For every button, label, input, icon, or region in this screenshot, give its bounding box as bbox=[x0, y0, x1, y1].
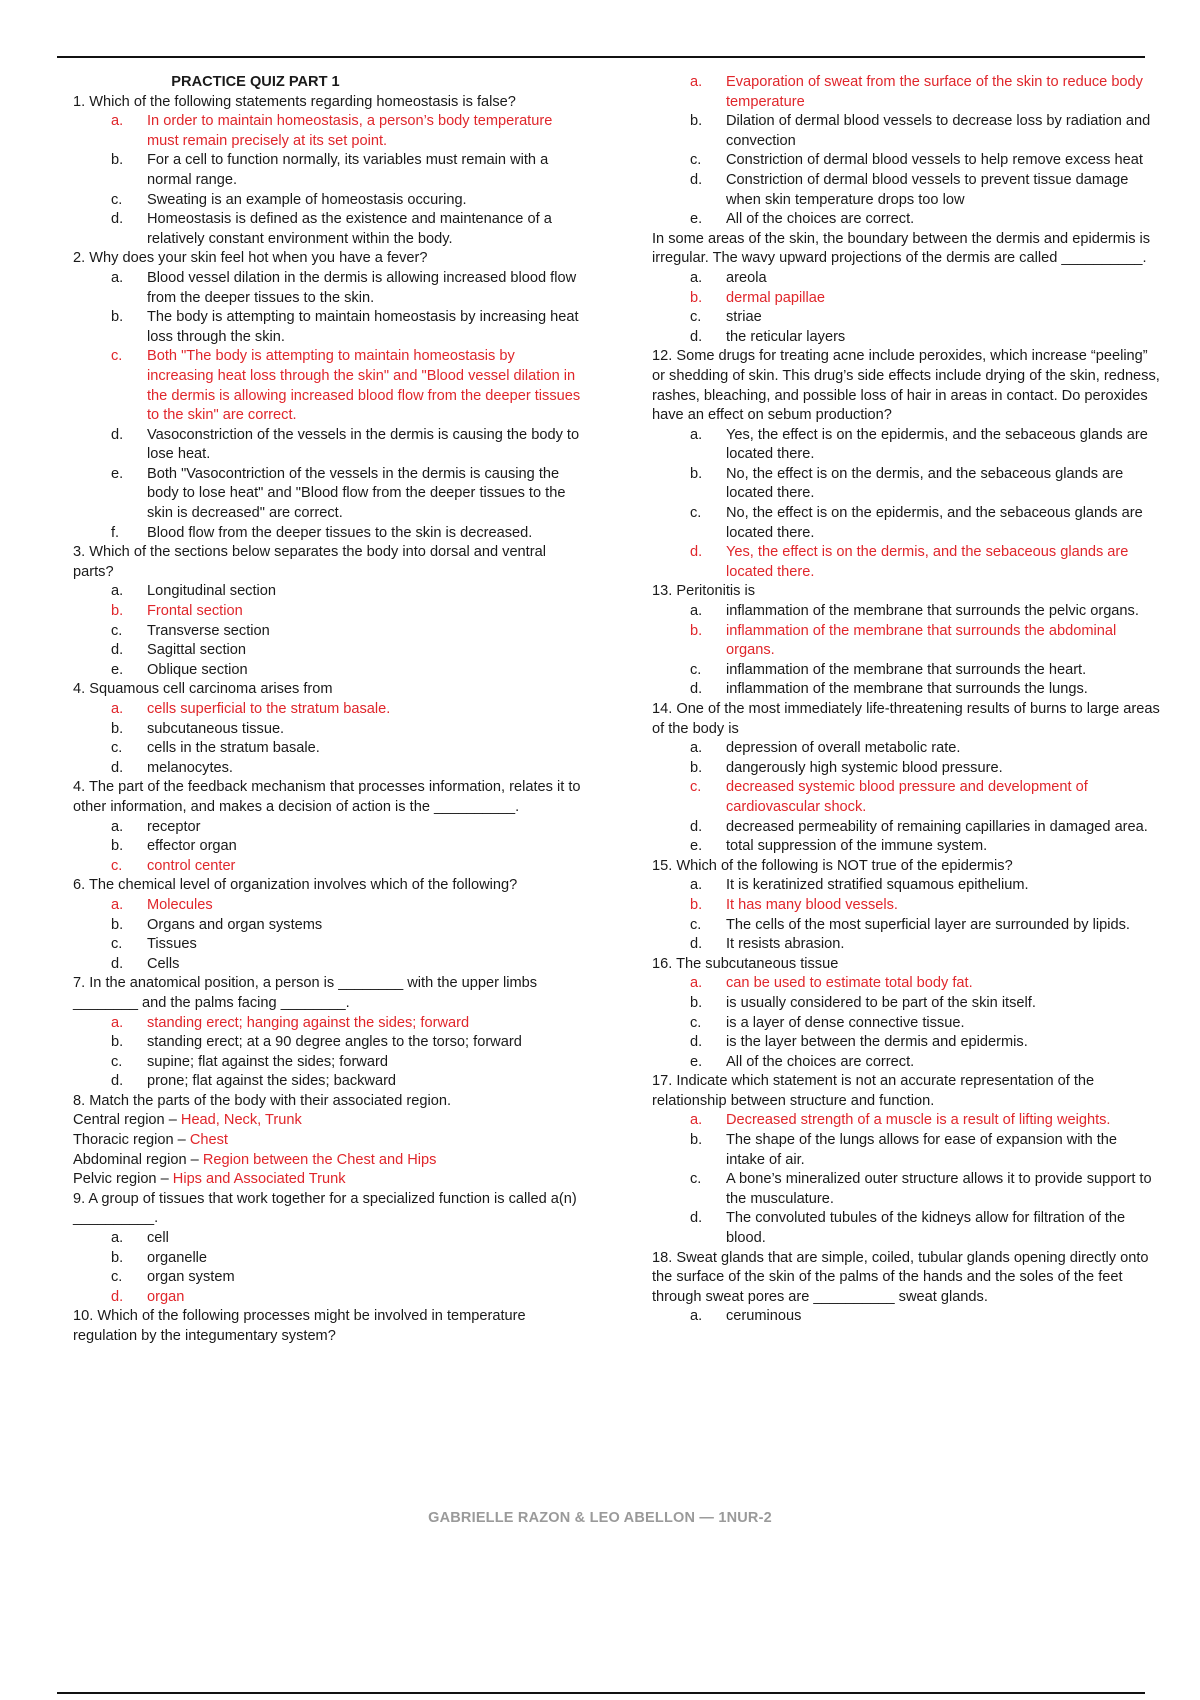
question-text: 2. Why does your skin feel hot when you have a fever? bbox=[73, 250, 428, 267]
option-text: Yes, the effect is on the dermis, and the sebaceous glands are located there. bbox=[726, 544, 1129, 580]
option-letter: b. bbox=[690, 622, 703, 639]
answer-option bbox=[73, 622, 581, 642]
option-letter: b. bbox=[690, 465, 703, 482]
option-text: A bone’s mineralized outer structure allows it to provide support to the musculature. bbox=[726, 1171, 1152, 1207]
answer-option bbox=[652, 1131, 1160, 1170]
answer-option-correct bbox=[652, 974, 1160, 994]
answer-option-correct bbox=[73, 1014, 581, 1034]
option-text: Oblique section bbox=[147, 661, 248, 678]
answer-option bbox=[652, 1307, 1160, 1327]
option-text: can be used to estimate total body fat. bbox=[726, 975, 973, 992]
option-text: inflammation of the membrane that surrounds the pelvic organs. bbox=[726, 603, 1139, 620]
bottom-rule bbox=[57, 1692, 1145, 1694]
answer-option-correct bbox=[73, 602, 581, 622]
option-text: The body is attempting to maintain homeostasis by increasing heat loss through the skin. bbox=[147, 309, 579, 345]
answer-option bbox=[73, 1033, 581, 1053]
answer-options bbox=[652, 269, 1160, 347]
answer-options bbox=[652, 739, 1160, 857]
answer-option bbox=[73, 641, 581, 661]
option-letter: a. bbox=[111, 1014, 124, 1031]
option-letter: c. bbox=[111, 191, 123, 208]
question-8 bbox=[73, 1092, 581, 1190]
option-text: subcutaneous tissue. bbox=[147, 720, 285, 737]
option-text: Frontal section bbox=[147, 603, 243, 620]
option-letter: c. bbox=[111, 740, 123, 757]
right-questions bbox=[652, 73, 1160, 1327]
option-letter: c. bbox=[690, 309, 702, 326]
option-letter: a. bbox=[690, 877, 703, 894]
option-text: cell bbox=[147, 1230, 169, 1247]
option-letter: d. bbox=[690, 681, 703, 698]
option-letter: b. bbox=[690, 113, 703, 130]
option-text: Cells bbox=[147, 955, 180, 972]
answer-options bbox=[73, 1014, 581, 1092]
answer-option bbox=[652, 994, 1160, 1014]
question-text: 10. Which of the following processes might be involved in temperature regulation by the integumentary system? bbox=[73, 1308, 526, 1344]
question-text: 17. Indicate which statement is not an accurate representation of the relationship between structure and function. bbox=[652, 1073, 1095, 1109]
option-text: Yes, the effect is on the epidermis, and the sebaceous glands are located there. bbox=[726, 426, 1148, 463]
option-text: Transverse section bbox=[147, 622, 270, 639]
answer-option bbox=[652, 1170, 1160, 1209]
option-letter: e. bbox=[111, 661, 124, 678]
option-text: Both "Vasocontriction of the vessels in the dermis is causing the body to lose heat" and "Blood flow from the deeper tissues to the skin is decreased" are correct. bbox=[147, 465, 566, 522]
answer-option bbox=[73, 1268, 581, 1288]
answer-option bbox=[652, 1209, 1160, 1248]
option-letter: c. bbox=[690, 152, 702, 169]
question-text: 7. In the anatomical position, a person is ________ with the upper limbs ________ and the palms facing ________. bbox=[73, 975, 538, 1011]
option-text: No, the effect is on the dermis, and the sebaceous glands are located there. bbox=[726, 465, 1124, 502]
option-text: In order to maintain homeostasis, a person’s body temperature must remain precisely at its set point. bbox=[147, 113, 553, 149]
answer-option-correct bbox=[73, 857, 581, 877]
answer-option-correct bbox=[652, 896, 1160, 916]
option-text: total suppression of the immune system. bbox=[726, 838, 988, 855]
answer-option bbox=[73, 759, 581, 779]
option-letter: d. bbox=[111, 426, 124, 443]
option-text: It resists abrasion. bbox=[726, 936, 845, 953]
answer-option bbox=[652, 818, 1160, 838]
answer-option bbox=[652, 661, 1160, 681]
option-text: standing erect; hanging against the sides; forward bbox=[147, 1014, 470, 1031]
question-text: 12. Some drugs for treating acne include peroxides, which increase “peeling” or shedding of skin. This drug’s side effects include drying of the skin, redness, rashes, bleaching, and possible loss of hair in areas in contact. Do peroxides have an effect on sebum production? bbox=[652, 348, 1160, 424]
option-text: Sweating is an example of homeostasis occuring. bbox=[147, 191, 467, 208]
answer-option bbox=[652, 151, 1160, 171]
top-rule bbox=[57, 56, 1145, 58]
answer-option bbox=[73, 308, 581, 347]
option-letter: a. bbox=[690, 975, 703, 992]
option-letter: d. bbox=[690, 328, 703, 345]
option-text: Tissues bbox=[147, 936, 197, 953]
option-text: Evaporation of sweat from the surface of the skin to reduce body temperature bbox=[726, 74, 1143, 110]
answer-option-correct bbox=[652, 622, 1160, 661]
option-letter: a. bbox=[690, 426, 703, 443]
option-text: The cells of the most superficial layer are surrounded by lipids. bbox=[726, 916, 1130, 933]
option-text: organ system bbox=[147, 1269, 235, 1286]
answer-option bbox=[652, 112, 1160, 151]
answer-option bbox=[73, 916, 581, 936]
region-answer: Region between the Chest and Hips bbox=[202, 1151, 437, 1168]
option-letter: a. bbox=[111, 896, 124, 913]
answer-option bbox=[73, 935, 581, 955]
option-letter: b. bbox=[111, 152, 124, 169]
left-column bbox=[73, 73, 581, 1347]
option-text: effector organ bbox=[147, 838, 237, 855]
option-letter: c. bbox=[111, 348, 123, 365]
answer-option bbox=[652, 308, 1160, 328]
answer-option bbox=[73, 1053, 581, 1073]
question-text: 6. The chemical level of organization involves which of the following? bbox=[73, 877, 518, 894]
answer-option bbox=[73, 1072, 581, 1092]
region-label: Central region – bbox=[73, 1112, 181, 1129]
option-letter: d. bbox=[111, 211, 124, 228]
option-letter: b. bbox=[111, 838, 124, 855]
answer-option-correct bbox=[73, 112, 581, 151]
option-text: Dilation of dermal blood vessels to decrease loss by radiation and convection bbox=[726, 113, 1151, 149]
answer-option bbox=[73, 720, 581, 740]
option-letter: a. bbox=[690, 74, 703, 90]
option-letter: d. bbox=[690, 1034, 703, 1051]
question-text: 4. The part of the feedback mechanism that processes information, relates it to other information, and makes a decision of action is the __________. bbox=[73, 779, 581, 815]
answer-options bbox=[652, 1111, 1160, 1248]
answer-option bbox=[73, 524, 581, 544]
option-text: organelle bbox=[147, 1249, 208, 1266]
question-text: In some areas of the skin, the boundary between the dermis and epidermis is irregular. The wavy upward projections of the dermis are called __________. bbox=[652, 230, 1151, 267]
option-text: dangerously high systemic blood pressure. bbox=[726, 759, 1003, 776]
option-letter: d. bbox=[690, 171, 703, 188]
option-letter: a. bbox=[690, 269, 703, 286]
option-letter: c. bbox=[690, 1171, 702, 1188]
footer-credit: GABRIELLE RAZON & LEO ABELLON — 1NUR-2 bbox=[428, 1510, 772, 1526]
option-text: control center bbox=[147, 857, 236, 874]
answer-option-correct bbox=[652, 289, 1160, 309]
option-letter: c. bbox=[690, 661, 702, 678]
option-text: For a cell to function normally, its variables must remain with a normal range. bbox=[147, 152, 549, 188]
answer-option bbox=[652, 269, 1160, 289]
region-match-row bbox=[73, 1170, 581, 1190]
option-letter: f. bbox=[111, 524, 120, 541]
page-title: PRACTICE QUIZ PART 1 bbox=[171, 74, 340, 90]
question-text: 8. Match the parts of the body with their associated region. bbox=[73, 1092, 452, 1109]
answer-option bbox=[73, 1249, 581, 1269]
option-letter: b. bbox=[111, 1249, 124, 1266]
option-text: areola bbox=[726, 269, 767, 286]
answer-options bbox=[652, 602, 1160, 700]
option-letter: b. bbox=[111, 309, 124, 326]
option-letter: d. bbox=[111, 955, 124, 972]
answer-option bbox=[73, 269, 581, 308]
option-text: dermal papillae bbox=[726, 289, 825, 306]
option-text: prone; flat against the sides; backward bbox=[147, 1073, 397, 1090]
option-text: melanocytes. bbox=[147, 759, 233, 776]
left-questions bbox=[73, 93, 581, 1092]
option-letter: c. bbox=[111, 1053, 123, 1070]
option-text: inflammation of the membrane that surrounds the heart. bbox=[726, 661, 1087, 678]
answer-options bbox=[652, 426, 1160, 583]
answer-options bbox=[73, 582, 581, 680]
option-letter: b. bbox=[111, 603, 124, 620]
option-letter: a. bbox=[690, 1308, 703, 1325]
answer-option bbox=[652, 328, 1160, 348]
option-text: depression of overall metabolic rate. bbox=[726, 740, 961, 757]
option-letter: d. bbox=[690, 936, 703, 953]
answer-option bbox=[73, 955, 581, 975]
option-text: organ bbox=[147, 1288, 185, 1305]
option-letter: a. bbox=[111, 818, 124, 835]
answer-option-correct bbox=[652, 543, 1160, 582]
answer-option-correct bbox=[652, 778, 1160, 817]
option-letter: e. bbox=[690, 1053, 703, 1070]
answer-option bbox=[73, 818, 581, 838]
option-letter: a. bbox=[690, 740, 703, 757]
option-text: The convoluted tubules of the kidneys allow for filtration of the blood. bbox=[726, 1210, 1126, 1247]
answer-options bbox=[73, 896, 581, 974]
option-text: standing erect; at a 90 degree angles to the torso; forward bbox=[147, 1034, 522, 1051]
question-text: 9. A group of tissues that work together for a specialized function is called a(n) __________. bbox=[73, 1190, 577, 1227]
question-text: 1. Which of the following statements regarding homeostasis is false? bbox=[73, 93, 516, 110]
option-text: cells superficial to the stratum basale. bbox=[147, 701, 391, 717]
region-match-row bbox=[73, 1151, 581, 1171]
answer-options bbox=[73, 112, 581, 249]
option-text: It is keratinized stratified squamous epithelium. bbox=[726, 877, 1029, 894]
option-text: Decreased strength of a muscle is a result of lifting weights. bbox=[726, 1112, 1111, 1129]
answer-option bbox=[652, 426, 1160, 465]
answer-option-correct bbox=[652, 73, 1160, 112]
region-label: Thoracic region – bbox=[73, 1132, 190, 1149]
answer-options bbox=[652, 1307, 1160, 1327]
answer-option bbox=[652, 1014, 1160, 1034]
right-column bbox=[652, 73, 1160, 1327]
option-letter: e. bbox=[690, 211, 703, 228]
answer-options bbox=[652, 974, 1160, 1072]
option-letter: d. bbox=[690, 544, 703, 561]
option-letter: c. bbox=[111, 857, 123, 874]
option-letter: d. bbox=[111, 1288, 124, 1305]
question-text: 4. Squamous cell carcinoma arises from bbox=[73, 681, 333, 698]
answer-options bbox=[73, 700, 581, 778]
option-letter: a. bbox=[111, 1230, 124, 1247]
region-answer: Hips and Associated Trunk bbox=[172, 1171, 346, 1188]
option-letter: d. bbox=[111, 642, 124, 659]
answer-option bbox=[73, 151, 581, 190]
option-letter: c. bbox=[690, 779, 702, 796]
answer-option-correct bbox=[652, 1111, 1160, 1131]
option-letter: d. bbox=[111, 1073, 124, 1090]
option-letter: e. bbox=[690, 838, 703, 855]
question-text: 16. The subcutaneous tissue bbox=[652, 955, 839, 972]
option-text: decreased systemic blood pressure and development of cardiovascular shock. bbox=[726, 779, 1088, 815]
option-text: Constriction of dermal blood vessels to prevent tissue damage when skin temperature drops too low bbox=[726, 171, 1129, 208]
answer-options bbox=[652, 73, 1160, 230]
option-text: striae bbox=[726, 309, 762, 326]
answer-option bbox=[73, 661, 581, 681]
option-letter: b. bbox=[690, 994, 703, 1011]
option-text: inflammation of the membrane that surrounds the lungs. bbox=[726, 681, 1088, 698]
answer-options bbox=[73, 269, 581, 543]
option-text: is a layer of dense connective tissue. bbox=[726, 1014, 965, 1031]
answer-option bbox=[652, 1053, 1160, 1073]
answer-options bbox=[73, 818, 581, 877]
answer-option bbox=[652, 1033, 1160, 1053]
option-text: It has many blood vessels. bbox=[726, 896, 898, 913]
option-letter: a. bbox=[690, 603, 703, 620]
option-letter: c. bbox=[111, 622, 123, 639]
answer-option bbox=[652, 837, 1160, 857]
region-match-row bbox=[73, 1111, 581, 1131]
option-letter: c. bbox=[690, 1014, 702, 1031]
answer-option bbox=[652, 916, 1160, 936]
answer-option bbox=[652, 935, 1160, 955]
option-letter: c. bbox=[111, 936, 123, 953]
region-label: Pelvic region – bbox=[73, 1171, 173, 1188]
option-letter: b. bbox=[111, 1034, 124, 1051]
region-answer: Head, Neck, Trunk bbox=[180, 1112, 302, 1129]
answer-option bbox=[73, 426, 581, 465]
answer-option bbox=[652, 759, 1160, 779]
answer-option-correct bbox=[73, 1288, 581, 1308]
option-letter: b. bbox=[690, 289, 703, 306]
question-text: 15. Which of the following is NOT true of the epidermis? bbox=[652, 857, 1013, 874]
option-letter: b. bbox=[690, 759, 703, 776]
option-letter: a. bbox=[111, 113, 124, 130]
region-answer: Chest bbox=[189, 1132, 228, 1149]
region-label: Abdominal region – bbox=[73, 1151, 203, 1168]
option-text: supine; flat against the sides; forward bbox=[147, 1053, 388, 1070]
option-text: Longitudinal section bbox=[147, 583, 277, 600]
option-text: Homeostasis is defined as the existence and maintenance of a relatively constant environment within the body. bbox=[147, 211, 552, 247]
option-text: Blood flow from the deeper tissues to the skin is decreased. bbox=[147, 524, 533, 541]
option-letter: a. bbox=[111, 269, 124, 286]
option-letter: b. bbox=[111, 720, 124, 737]
question-text: 3. Which of the sections below separates the body into dorsal and ventral parts? bbox=[73, 544, 546, 580]
option-letter: a. bbox=[111, 583, 124, 600]
option-letter: d. bbox=[690, 818, 703, 835]
option-text: the reticular layers bbox=[726, 328, 846, 345]
left-questions-continued bbox=[73, 1190, 581, 1347]
option-letter: b. bbox=[690, 896, 703, 913]
option-text: ceruminous bbox=[726, 1308, 802, 1325]
answer-option bbox=[73, 582, 581, 602]
answer-option bbox=[652, 876, 1160, 896]
option-text: Sagittal section bbox=[147, 642, 246, 659]
question-text: 13. Peritonitis is bbox=[652, 583, 756, 600]
answer-option bbox=[652, 210, 1160, 230]
option-text: receptor bbox=[147, 818, 201, 835]
option-text: Blood vessel dilation in the dermis is allowing increased blood flow from the deeper tissues to the skin. bbox=[147, 269, 577, 306]
option-letter: d. bbox=[690, 1210, 703, 1227]
answer-option bbox=[73, 465, 581, 524]
option-letter: a. bbox=[690, 1112, 703, 1129]
answer-option bbox=[73, 1229, 581, 1249]
option-letter: c. bbox=[690, 505, 702, 522]
option-text: is the layer between the dermis and epidermis. bbox=[726, 1034, 1028, 1051]
option-letter: c. bbox=[111, 1269, 123, 1286]
option-text: Molecules bbox=[147, 896, 213, 913]
option-text: The shape of the lungs allows for ease of expansion with the intake of air. bbox=[726, 1132, 1118, 1168]
answer-option-correct bbox=[73, 700, 581, 720]
answer-option bbox=[652, 680, 1160, 700]
option-letter: b. bbox=[690, 1132, 703, 1149]
answer-options bbox=[73, 1229, 581, 1307]
option-letter: b. bbox=[111, 916, 124, 933]
option-letter: d. bbox=[111, 759, 124, 776]
answer-option bbox=[73, 739, 581, 759]
option-text: cells in the stratum basale. bbox=[147, 740, 320, 757]
answer-option-correct bbox=[73, 347, 581, 425]
answer-option bbox=[652, 602, 1160, 622]
option-text: Vasoconstriction of the vessels in the dermis is causing the body to lose heat. bbox=[147, 426, 580, 463]
option-text: inflammation of the membrane that surrounds the abdominal organs. bbox=[726, 622, 1117, 659]
answer-option bbox=[73, 191, 581, 211]
option-letter: a. bbox=[111, 701, 124, 717]
option-text: No, the effect is on the epidermis, and the sebaceous glands are located there. bbox=[726, 505, 1143, 541]
answer-option bbox=[652, 465, 1160, 504]
option-text: Constriction of dermal blood vessels to help remove excess heat bbox=[726, 152, 1143, 169]
answer-option bbox=[73, 837, 581, 857]
option-text: is usually considered to be part of the skin itself. bbox=[726, 994, 1036, 1011]
option-text: Organs and organ systems bbox=[147, 916, 323, 933]
option-text: decreased permeability of remaining capillaries in damaged area. bbox=[726, 818, 1148, 835]
option-letter: c. bbox=[690, 916, 702, 933]
option-text: Both "The body is attempting to maintain homeostasis by increasing heat loss through the skin" and "Blood vessel dilation in the dermis is allowing increased blood flow from the deeper tissues to the skin" are correct. bbox=[147, 348, 581, 424]
region-match-row bbox=[73, 1131, 581, 1151]
answer-option bbox=[652, 171, 1160, 210]
option-letter: e. bbox=[111, 465, 124, 482]
question-text: 14. One of the most immediately life-threatening results of burns to large areas of the body is bbox=[652, 701, 1160, 737]
answer-option bbox=[652, 504, 1160, 543]
answer-option-correct bbox=[73, 896, 581, 916]
answer-options bbox=[652, 876, 1160, 954]
option-text: All of the choices are correct. bbox=[726, 211, 915, 228]
question-text: 18. Sweat glands that are simple, coiled, tubular glands opening directly onto the surface of the skin of the palms of the hands and the soles of the feet through sweat pores are __________ sweat glands. bbox=[652, 1249, 1149, 1305]
answer-option bbox=[73, 210, 581, 249]
option-text: All of the choices are correct. bbox=[726, 1053, 915, 1070]
answer-option bbox=[652, 739, 1160, 759]
